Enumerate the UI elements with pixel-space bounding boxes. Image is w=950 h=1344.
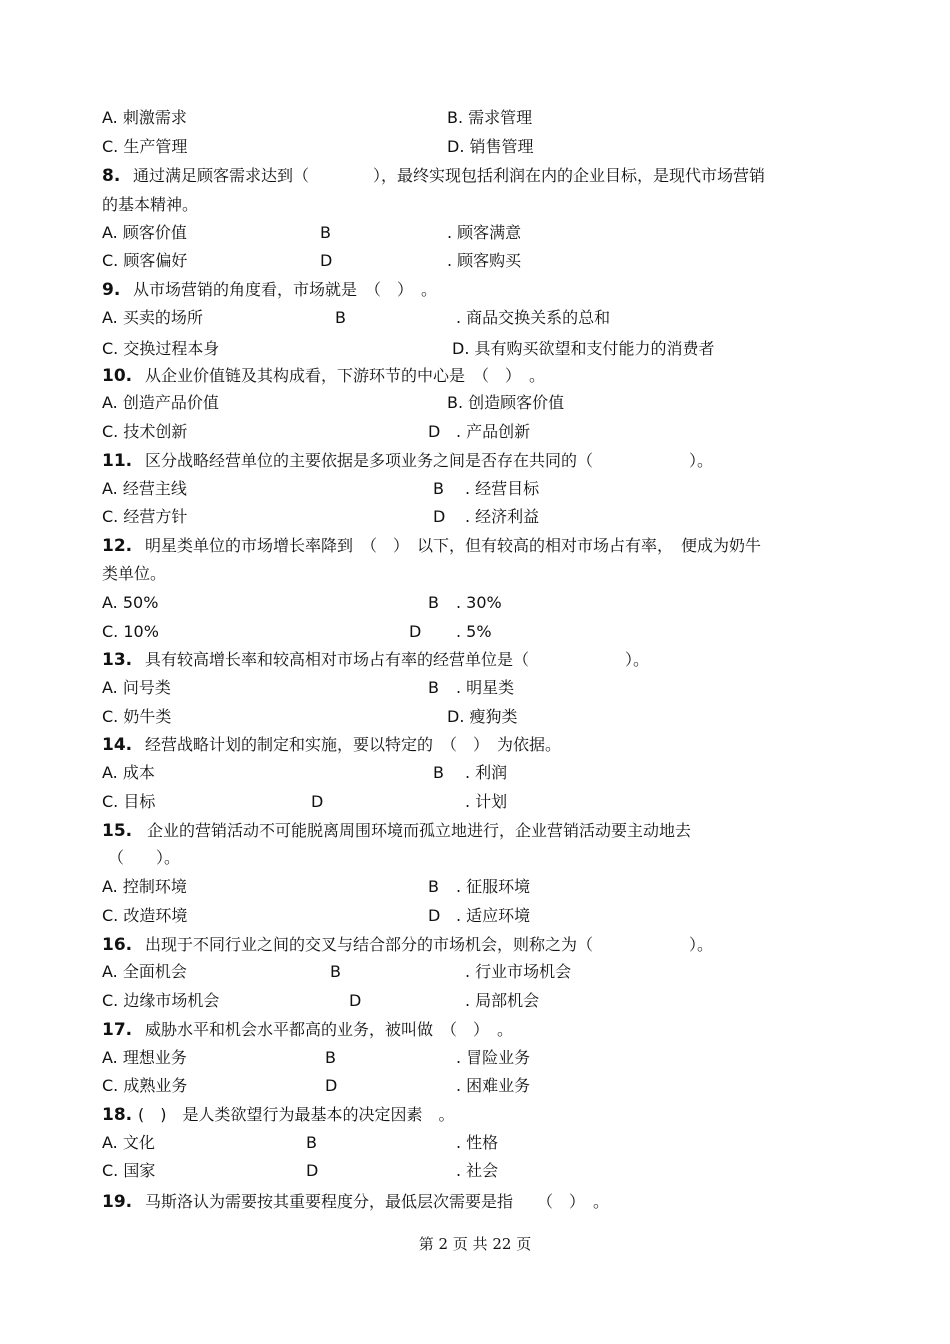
q14-number: 14.: [102, 735, 133, 755]
q18-option-a: A. 文化: [102, 1133, 155, 1152]
q8-option-a: A. 顾客价值: [102, 223, 187, 242]
q16-option-d-letter: D: [349, 991, 362, 1010]
q9-text: 从市场营销的角度看，市场就是 （ ） 。: [133, 280, 438, 299]
q18-option-c: C. 国家: [102, 1161, 156, 1180]
q11-option-d-text: . 经济利益: [465, 507, 540, 526]
q18-option-d-text: . 社会: [456, 1161, 499, 1180]
q16-option-b-letter: B: [330, 962, 341, 981]
q10-text: 从企业价值链及其构成看，下游环节的中心是 （ ） 。: [145, 366, 546, 385]
q12-number: 12.: [102, 536, 133, 556]
q9-option-c: C. 交换过程本身: [102, 339, 220, 358]
q11-option-d-letter: D: [433, 507, 446, 526]
q18-option-d-letter: D: [306, 1161, 319, 1180]
q16-text: 出现于不同行业之间的交叉与结合部分的市场机会，则称之为（ ）。: [145, 935, 714, 954]
q11-option-b-letter: B: [433, 479, 444, 498]
q14-option-b-text: . 利润: [465, 763, 508, 782]
q8-option-d-text: . 顾客购买: [447, 251, 522, 270]
q18-text: ( ) 是人类欲望行为最基本的决定因素 。: [138, 1105, 455, 1124]
q17-number: 17.: [102, 1020, 133, 1040]
q9-option-d: D. 具有购买欲望和支付能力的消费者: [452, 339, 715, 358]
q18-option-b-text: . 性格: [456, 1133, 499, 1152]
q12-text-cont: 类单位。: [102, 564, 167, 583]
q17-option-a: A. 理想业务: [102, 1048, 187, 1067]
q11-text: 区分战略经营单位的主要依据是多项业务之间是否存在共同的（ ）。: [145, 451, 714, 470]
q18-number: 18.: [102, 1105, 133, 1125]
q16-option-d-text: . 局部机会: [465, 991, 540, 1010]
q10-option-b: B. 创造顾客价值: [447, 393, 565, 412]
q13-option-c: C. 奶牛类: [102, 707, 172, 726]
q9-option-b-letter: B: [335, 308, 346, 327]
q13-option-b-letter: B: [428, 678, 439, 697]
q14-option-b-letter: B: [433, 763, 444, 782]
q17-option-d-letter: D: [325, 1076, 338, 1095]
q17-text: 威胁水平和机会水平都高的业务，被叫做 （ ） 。: [145, 1020, 514, 1039]
q8-option-b-text: . 顾客满意: [447, 223, 522, 242]
q9-option-a: A. 买卖的场所: [102, 308, 203, 327]
q17-option-b-letter: B: [325, 1048, 336, 1067]
q8-number: 8.: [102, 166, 121, 186]
q16-option-c: C. 边缘市场机会: [102, 991, 220, 1010]
q11-number: 11.: [102, 451, 133, 471]
q15-option-b-letter: B: [428, 877, 439, 896]
q15-option-d-letter: D: [428, 906, 441, 925]
q7-option-a: A. 刺激需求: [102, 108, 187, 127]
q9-option-b-text: . 商品交换关系的总和: [456, 308, 611, 327]
q13-option-a: A. 问号类: [102, 678, 171, 697]
q10-option-d-letter: D: [428, 422, 441, 441]
q8-text-cont: 的基本精神。: [102, 195, 199, 214]
q13-option-d: D. 瘦狗类: [447, 707, 518, 726]
q15-option-b-text: . 征服环境: [456, 877, 531, 896]
q11-option-b-text: . 经营目标: [465, 479, 540, 498]
q12-option-b-letter: B: [428, 593, 439, 612]
q13-number: 13.: [102, 650, 133, 670]
q15-text: 企业的营销活动不可能脱离周围环境而孤立地进行，企业营销活动要主动地去: [147, 821, 692, 840]
q12-option-d-text: . 5%: [456, 622, 492, 641]
q14-option-d-letter: D: [311, 792, 324, 811]
q15-option-a: A. 控制环境: [102, 877, 187, 896]
q9-number: 9.: [102, 280, 121, 300]
q13-text: 具有较高增长率和较高相对市场占有率的经营单位是（ ）。: [145, 650, 650, 669]
q8-text: 通过满足顾客需求达到（ ），最终实现包括利润在内的企业目标，是现代市场营销: [133, 166, 766, 185]
q16-option-a: A. 全面机会: [102, 962, 187, 981]
q10-option-a: A. 创造产品价值: [102, 393, 219, 412]
q15-text-cont: （ ）。: [108, 848, 181, 867]
q8-option-c: C. 顾客偏好: [102, 251, 188, 270]
q11-option-a: A. 经营主线: [102, 479, 187, 498]
q8-option-b-letter: B: [320, 223, 331, 242]
q16-number: 16.: [102, 935, 133, 955]
q17-option-b-text: . 冒险业务: [456, 1048, 531, 1067]
q15-number: 15.: [102, 821, 133, 841]
q14-text: 经营战略计划的制定和实施，要以特定的 （ ） 为依据。: [145, 735, 562, 754]
q19-text: 马斯洛认为需要按其重要程度分，最低层次需要是指 （ ） 。: [145, 1192, 610, 1211]
q14-option-d-text: . 计划: [465, 792, 508, 811]
q15-option-d-text: . 适应环境: [456, 906, 531, 925]
q12-text: 明星类单位的市场增长率降到 （ ） 以下，但有较高的相对市场占有率， 便成为奶牛: [145, 536, 762, 555]
q12-option-c: C. 10%: [102, 622, 159, 641]
q19-number: 19.: [102, 1192, 133, 1212]
q14-option-a: A. 成本: [102, 763, 155, 782]
q10-option-d-text: . 产品创新: [456, 422, 531, 441]
q12-option-b-text: . 30%: [456, 593, 502, 612]
q12-option-a: A. 50%: [102, 593, 159, 612]
page-footer: 第 2 页 共 22 页: [418, 1235, 532, 1253]
q12-option-d-letter: D: [409, 622, 422, 641]
q10-option-c: C. 技术创新: [102, 422, 188, 441]
q8-option-d-letter: D: [320, 251, 333, 270]
q7-option-d: D. 销售管理: [447, 137, 534, 156]
q7-option-b: B. 需求管理: [447, 108, 533, 127]
q16-option-b-text: . 行业市场机会: [465, 962, 572, 981]
q17-option-c: C. 成熟业务: [102, 1076, 188, 1095]
q14-option-c: C. 目标: [102, 792, 156, 811]
q11-option-c: C. 经营方针: [102, 507, 188, 526]
q15-option-c: C. 改造环境: [102, 906, 188, 925]
q17-option-d-text: . 困难业务: [456, 1076, 531, 1095]
q13-option-b-text: . 明星类: [456, 678, 515, 697]
q10-number: 10.: [102, 366, 133, 386]
q18-option-b-letter: B: [306, 1133, 317, 1152]
q7-option-c: C. 生产管理: [102, 137, 188, 156]
